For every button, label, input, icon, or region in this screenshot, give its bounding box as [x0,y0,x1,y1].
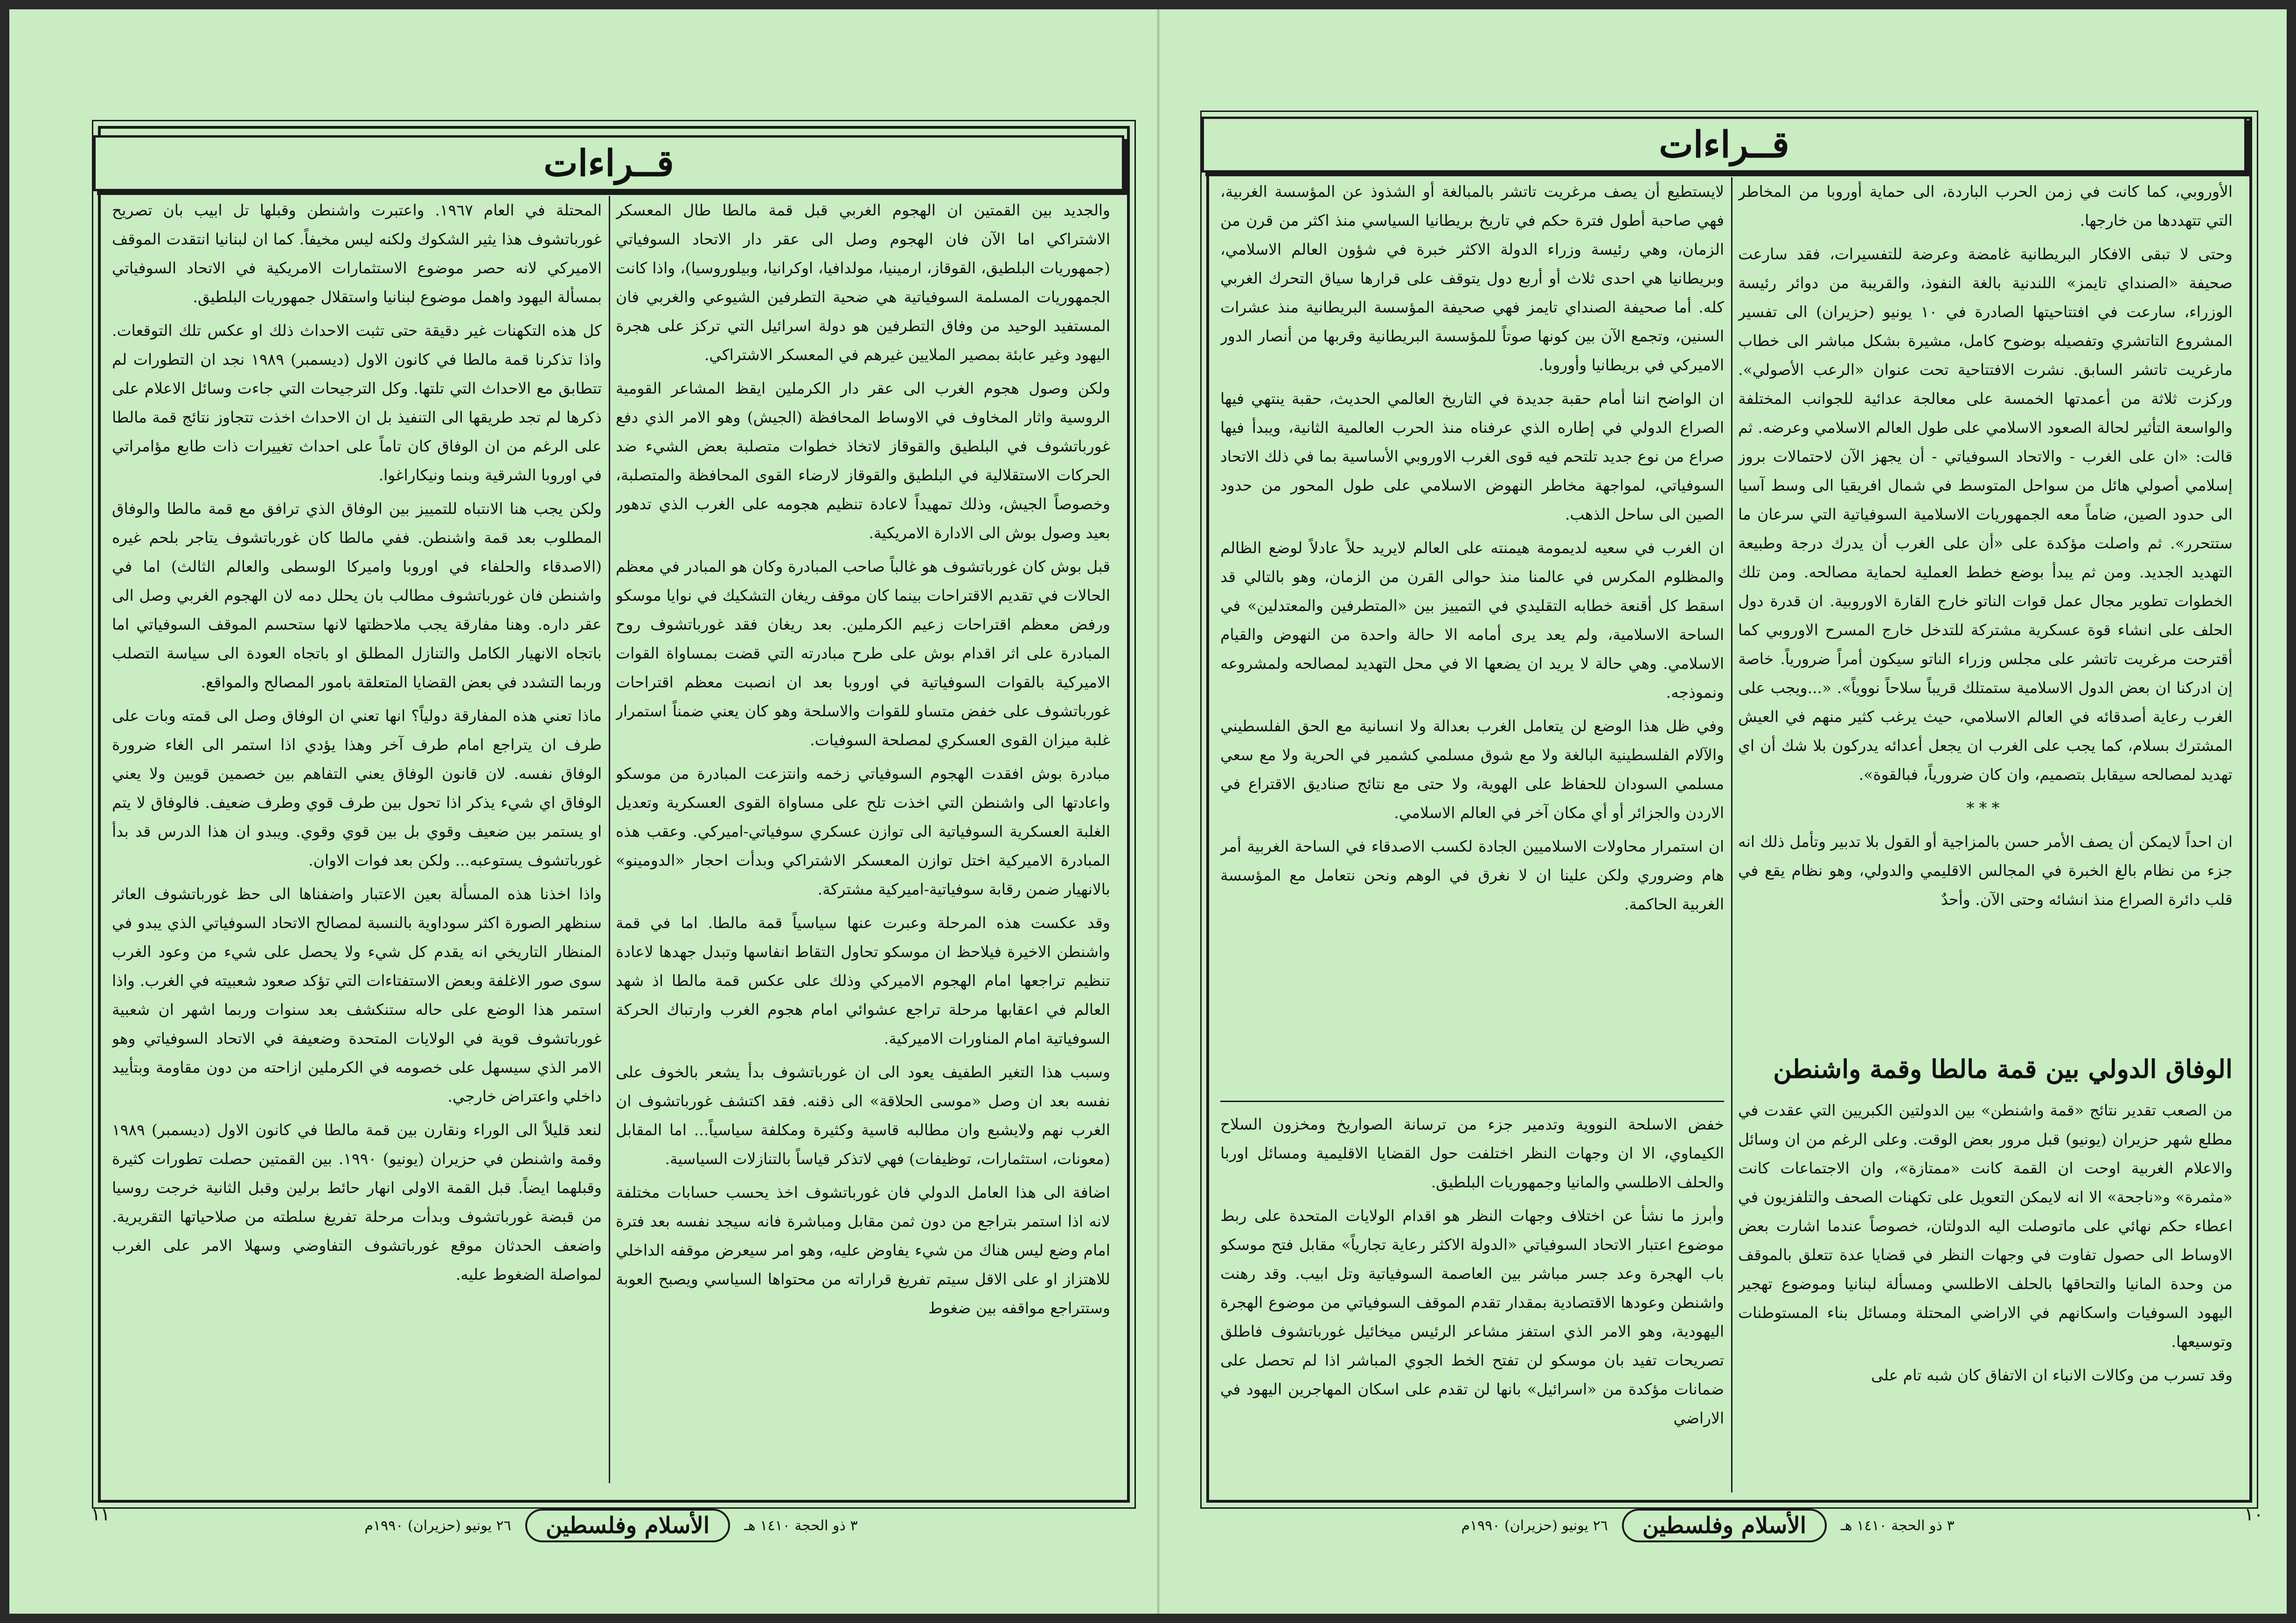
article-body-left [1220,1110,1724,1483]
paragraph: ولكن وصول هجوم الغرب الى عقر دار الكرملين ايقظ المشاعر القومية الروسية واثار المخاوف في الاوساط المحافظة (الجيش) وهو الامر الذي دفع غورباتشوف في البلطيق والقوقاز لاتخاذ خطوات متصلبة بعض الشيء ضد الحركات الاستقلالية في البلطيق والقوقاز لارضاء القوى المحافظة والمتصلبة، وخصوصاً الجيش، وذلك تمهيداً لاعادة تنظيم هجومه على الغرب الذي تدهور بعيد وصول بوش الى الادارة الامريكية. [616,379,1110,542]
paragraph: كل هذه التكهنات غير دقيقة حتى تثبت الاحداث ذلك او عكس تلك التوقعات. واذا تذكرنا قمة مالطا في كانون الاول (ديسمبر) ١٩٨٩ نجد ان التطورات لم تتطابق مع الاحداث التي تلتها. وكل الترجيحات التي جاءت وسائل الاعلام على ذكرها لم تجد طريقها الى التنفيذ بل ان الاحداث اخذت تتجاوز نتائج قمة مالطا على الرغم من ان الوفاق كان تاماً على احداث تغييرات ذات طابع مؤامراتي في اوروبا الشرقية وبنما ونيكاراغوا. [112,321,602,484]
article-column-right [1738,177,2233,1040]
page-right [1160,9,2287,1614]
paragraph: وقد عكست هذه المرحلة وعبرت عنها سياسياً قمة مالطا. اما في قمة واشنطن الاخيرة فيلاحظ ان موسكو تحاول التقاط انفاسها وتبدل جهدها لاعادة تنظيم تراجعها امام الهجوم الاميركي وذلك على عكس قمة مالطا اذ شهد العالم في اعقابها مرحلة تراجع عشوائي امام هجوم الغرب وارتباك الحركة السوفياتية امام المناورات الاميركية. [616,914,1110,1047]
paragraph: ان الغرب في سعيه لديمومة هيمنته على العالم لايريد حلاً عادلاً لوضع الظالم والمظلوم المكرس في عالمنا منذ حوالى القرن من الزمان، وهو بالتالي قد اسقط كل أقنعة خطابه التقليدي في التمييز بين «المتطرفين والمعتدلين» في الساحة الاسلامية، ولم يعد يرى أمامه الا حالة واحدة من النهوض والقيام الاسلامي. وهي حالة لا يريد ان يضعها الا في محل التهديد لمصالحه ولمشروعه ونموذجه. [1220,539,1724,701]
paragraph: ماذا تعني هذه المفارقة دولياً؟ انها تعني ان الوفاق وصل الى قمته وبات على طرف ان يتراجع امام طرف آخر وهذا يؤدي اذا استمر الى الغاء ضرورة الوفاق نفسه. لان قانون الوفاق يعني التفاهم بين خصمين قويين ولا يعني الوفاق اي شيء يذكر اذا تحول بين طرف قوي وطرف ضعيف. فالوفاق لا يتم او يستمر بين ضعيف وقوي بل بين قوي وقوي. ويبدو ان هذا الدرس قد بدأ غورباتشوف يستوعبه... ولكن بعد فوات الاوان. [112,707,602,869]
footer-date-hijri: ٣ ذو الحجة ١٤١٠ هـ [1841,1517,1955,1534]
paragraph: ولكن يجب هنا الانتباه للتمييز بين الوفاق الذي ترافق مع قمة مالطا والوفاق المطلوب بعد قمة واشنطن. ففي مالطا كان غورباتشوف يتاجر بلحم غيره (الاصدقاء والحلفاء في اوروبا واميركا الوسطى والعالم الثالث) اما في واشنطن فان غورباتشوف مطالب بان يحلل دمه لان الهجوم الغربي وصل الى عقر داره. وهنا مفارقة يجب ملاحظتها لانها ستحسم الموقف السوفياتي اما باتجاه الانهيار الكامل والتنازل المطلق او باتجاه العودة الى سياسة التصلب وربما التشدد في بعض القضايا المتعلقة بامور المصالح والمواقع. [112,499,602,691]
section-title: قــراءات [1659,123,1789,166]
page-footer [308,1509,914,1542]
paragraph: من الصعب تقدير نتائج «قمة واشنطن» بين الدولتين الكبريين التي عقدت في مطلع شهر حزيران (يونيو) قبل مرور بعض الوقت. وعلى الرغم من ان وسائل والاعلام الغربية اوحت ان القمة كانت «ممتازة»، وان الاجتماعات كانت «مثمرة» و«ناجحة» الا انه لايمكن التعويل على تكهنات الصحف والتلفزيون في اعطاء حكم نهائي على ماتوصلت اليه الدولتان، خصوصاً عندما اشارت بعض الاوساط الى حصول تفاوت في وجهات النظر في قضايا عدة تتعلق بالموقف من وحدة المانيا والتحاقها بالحلف الاطلسي ومسألة لبنانيا وموضوع تهجير اليهود السوفيات واسكانهم في الاراضي المحتلة ومسائل بناء المستوطنات وتوسيعها. [1738,1101,2233,1351]
footer-masthead: الأسلام وفلسطين [1622,1509,1827,1542]
page-number: ١٠ [2244,1504,2263,1525]
footer-date-hijri: ٣ ذو الحجة ١٤١٠ هـ [744,1517,858,1534]
paragraph: الأوروبي، كما كانت في زمن الحرب الباردة، الى حماية أوروبا من المخاطر التي تتهددها من خارجها. [1738,182,2233,229]
paragraph: وأبرز ما نشأ عن اختلاف وجهات النظر هو اقدام الولايات المتحدة على ربط موضوع اعتبار الاتحاد السوفياتي «الدولة الاكثر رعاية تجارياً» مقابل فتح موسكو باب الهجرة وعد جسر مباشر بين العاصمة السوفياتية وتل ابيب. وقد رهنت واشنطن وعودها الاقتصادية بمقدار تقدم الموقف السوفياتي من موضوع الهجرة اليهودية، وهو الامر الذي استفز مشاعر الرئيس ميخائيل غورباتشوف فاطلق تصريحات تفيد بان موسكو لن تفتح الخط الجوي المباشر اذا لم تحصل على ضمانات مؤكدة من «اسرائيل» بانها لن تقدم على اسكان المهاجرين اليهود في الاراضي [1220,1207,1724,1427]
paragraph: المحتلة في العام ١٩٦٧. واعتبرت واشنطن وقبلها تل ابيب بان تصريح غورباتشوف هذا يثير الشكوك ولكنه ليس مخيفاً. كما ان لبنانيا انتقدت الموقف الاميركي لانه حصر موضوع الاستثمارات الامريكية في الاتحاد السوفياتي بمسألة اليهود واهمل موضوع لبنانيا واستقلال جمهوريات البلطيق. [112,201,602,306]
footer-date-gregorian: ٢٦ يونيو (حزيران) ١٩٩٠م [364,1517,511,1534]
paragraph: مبادرة بوش افقدت الهجوم السوفياتي زخمه وانتزعت المبادرة من موسكو واعادتها الى واشنطن التي اخذت تلح على مساواة القوى العسكرية وتعديل الغلبة العسكرية السوفياتية الى توازن عسكري سوفياتي-اميركي. وعقب هذه المبادرة الاميركية اختل توازن المعسكر الاشتراكي وبدأت احجار «الدومينو» بالانهيار ضمن رقابة سوفياتية-اميركية مشتركة. [616,764,1110,898]
paragraph: والجديد بين القمتين ان الهجوم الغربي قبل قمة مالطا طال المعسكر الاشتراكي اما الآن فان الهجوم وصل الى عقر دار الاتحاد السوفياتي (جمهوريات البلطيق، القوقاز، ارمينيا، مولدافيا، اوكرانيا، وبيلوروسيا)، واذا كانت الجمهوريات المسلمة السوفياتية هي ضحية التطرفين الشيوعي والغربي فان المستفيد الوحيد من وفاق التطرفين هو دولة اسرائيل التي تركز على هجرة اليهود وغير عابئة بمصير الملايين غيرهم في المعسكر الاشتراكي. [616,201,1110,364]
paragraph: ان احداً لايمكن أن يصف الأمر حسن بالمزاجية أو القول بلا تدبير وتأمل ذلك انه جزء من نظام بالغ الخبرة في المجالس الاقليمي والدولي، وهو نظام يقع في قلب دائرة الصراع منذ انشائه وحتى الآن. وأحدٌ [1738,832,2233,909]
paragraph: خفض الاسلحة النووية وتدمير جزء من ترسانة الصواريخ ومخزون السلاح الكيماوي، الا ان وجهات النظر اختلفت حول القضايا الاقليمية ومسائل اوربا والحلف الاطلسي والمانيا وجمهوريات البلطيق. [1220,1115,1724,1191]
paragraph: اضافة الى هذا العامل الدولي فان غورباتشوف اخذ يحسب حسابات مختلفة لانه اذا استمر بتراجع من دون ثمن مقابل ومباشرة فانه سيجد نفسه بعد فترة امام وضع ليس هناك من شيء يفاوض عليه، وهو امر سيعرض موقفه الداخلي للاهتزاز او على الاقل سيتم تفريغ قراراته من محتواها السياسي ويصبح العوبة وستتراجع مواقفه بين ضغوط [616,1183,1110,1317]
page-left [9,9,1157,1614]
footer-masthead: الأسلام وفلسطين [525,1509,730,1542]
magazine-spread [9,9,2287,1614]
column-divider [609,196,610,1483]
page-number: ١١ [91,1504,110,1525]
column-divider [1731,177,1732,1492]
article-body-right [1738,1096,2233,1483]
paragraph: وفي ظل هذا الوضع لن يتعامل الغرب بعدالة ولا انسانية مع الحق الفلسطيني والآلام الفلسطينية البالغة ولا مع شوق مسلمي كشمير في الحرية ولا مع سعي مسلمي السودان للحفاظ على الهوية، ولا حتى مع نتائج صناديق الاقتراع في الاردن والجزائر أو أي مكان آخر في العالم الاسلامي. [1220,717,1724,822]
paragraph: واذا اخذنا هذه المسألة بعين الاعتبار واضفناها الى حظ غورباتشوف العاثر سنظهر الصورة اكثر سوداوية بالنسبة لمصالح الاتحاد السوفياتي الذي يبدو في المنظار التاريخي انه يقدم كل شيء ولا يحصل على شيء من وعود الغرب سوى صور الاغلفة وبعض الاستفتاءات التي تؤكد صعود شعبيته في الغرب. واذا استمر هذا الوضع على حاله ستنكشف بعد سنوات وربما اشهر ان شعبية غورباتشوف قوية في الولايات المتحدة وضعيفة في الاتحاد السوفياتي وهو الامر الذي سيسهل على خصومه في الكرملين ازاحته من دون مقاومة وبتأييد داخلي واعتراض خارجي. [112,885,602,1105]
article-column-right [616,196,1110,1483]
paragraph: وقد تسرب من وكالات الانباء ان الاتفاق كان شبه تام على [1871,1366,2233,1384]
section-separator: *** [1966,799,2004,818]
paragraph: وحتى لا تبقى الافكار البريطانية غامضة وعرضة للتفسيرات، فقد سارعت صحيفة «الصنداي تايمز» اللندنية بالغة النفوذ، والقريبة من دوائر رئيسة الوزراء، سارعت في افتتاحيتها الصادرة في ١٠ يونيو (حزيران) الى تفسير المشروع التاتشري وتفصيله بوضوح كامل، مشيرة بشكل مباشر الى خطاب مارغريت تاتشر السابق. نشرت الافتتاحية تحت عنوان «الرعب الأصولي». وركزت ثلاثة من أعمدتها الخمسة على معالجة عدائية للجوانب المختلفة والواسعة التأثير لحالة الصعود الاسلامي على طول العالم الاسلامي وعرضه. ثم قالت: «ان على الغرب - والاتحاد السوفياتي - أن يجهز الآن لاحتمالات بروز إسلامي أصولي هائل من سواحل المتوسط في شمال افريقيا الى وسط آسيا الى حدود الصين، ضاماً معه الجمهوريات الاسلامية السوفياتية التي سرعان ما ستتحرر». ثم واصلت مؤكدة على «أن على الغرب أن يدرك درجة وطبيعة التهديد الجديد. ومن ثم يبدأ بوضع خطط العملية لحماية مصالحه. ومن تلك الخطوات تطوير مجال عمل قوات الناتو خارج القارة الاوروبية. ان قدرة دول الحلف على انشاء قوة عسكرية مشتركة للتدخل خارج المسرح الاوروبي كما أقترحت مرغريت تاتشر على مجلس وزراء الناتو سيكون أمراً ضرورياً. خاصة إن ادركنا ان بعض الدول الاسلامية ستمتلك قريباً سلاحاً نووياً». «...ويجب على الغرب رعاية أصدقائه في العالم الاسلامي، حيث يرغب كثير منهم في العيش المشترك بسلام، كما يجب على الغرب ان يجعل أعدائه يدركون بلا شك أن اي تهديد لمصالحه سيقابل بتصميم، وان كان ضرورياً، فبالقوة». [1738,245,2233,784]
paragraph: وسبب هذا التغير الطفيف يعود الى ان غورباتشوف بدأ يشعر بالخوف على نفسه بعد ان وصل «موسى الحلاقة» الى ذقنه. فقد اكتشف غورباتشوف ان الغرب نهم ولايشبع وان مطالبه قاسية وكثيرة ومكلفة سياسياً... اما المقابل (معونات، استثمارات، توظيفات) فهي لاتذكر قياساً بالتنازلات السياسية. [616,1063,1110,1168]
section-header [1202,117,2247,173]
paragraph: لنعد قليلاً الى الوراء ونقارن بين قمة مالطا في كانون الاول (ديسمبر) ١٩٨٩ وقمة واشنطن في حزيران (يونيو) ١٩٩٠. بين القمتين حصلت تطورات كثيرة وقبلهما ايضاً. قبل القمة الاولى انهار حائط برلين وقبل الثانية خرجت روسيا من قبضة غورباتشوف وبدأت مرحلة تفريغ سلطته من صلاحياتها التقريرية. واضعف الحدثان موقع غورباتشوف التفاوضي وسهلا الامر على الغرب لمواصلة الضغوط عليه. [112,1121,602,1283]
paragraph: لايستطيع أن يصف مرغريت تاتشر بالمبالغة أو الشذوذ عن المؤسسة الغربية، فهي صاحبة أطول فترة حكم في تاريخ بريطانيا السياسي منذ اكثر من قرن من الزمان، وهي رئيسة وزراء الدولة الاكثر خبرة في شؤون العالم الاسلامي، وبريطانيا هي احدى ثلاث أو أربع دول يتوقف على قرارها سياق التحرك الغربي كله. أما صحيفة الصنداي تايمز فهي صحيفة المؤسسة البريطانية منذ عشرات السنين، وتجمع الآن بين كونها صوتاً للمؤسسة البريطانية وقربها من أنصار الدور الاميركي في بريطانيا وأوروبا. [1220,182,1724,374]
footer-date-gregorian: ٢٦ يونيو (حزيران) ١٩٩٠م [1461,1517,1608,1534]
paragraph: ان الواضح اننا أمام حقبة جديدة في التاريخ العالمي الحديث، حقبة ينتهي فيها الصراع الدولي في إطاره الذي عرفناه منذ الحرب العالمية الثانية، ويبدأ فيها صراع من نوع جديد تلتحم فيه قوى الغرب الاوروبي الأساسية بما في ذلك الاتحاد السوفياتي، لمواجهة مخاطر النهوض الاسلامي على طول المحور من حدود الصين الى ساحل الذهب. [1220,389,1724,523]
section-title: قــراءات [543,142,674,185]
article-column-left [1220,177,1724,1063]
paragraph: ان استمرار محاولات الاسلاميين الجادة لكسب الاصدقاء في الساحة الغربية أمر هام وضروري ولكن علينا ان لا نغرق في الوهم ونحن نتعامل مع المؤسسة الغربية الحاكمة. [1220,837,1724,913]
paragraph: قبل بوش كان غورباتشوف هو غالباً صاحب المبادرة وكان هو المبادر في معظم الحالات في تقديم الاقتراحات بينما كان موقف ريغان التشكيك في نوايا موسكو ورفض معظم اقتراحات زعيم الكرملين. بعد ريغان فقد غورباتشوف روح المبادرة على اثر اقدام بوش على طرح مبادرته التي قضت بمساواة القوات الاميركية بالقوات السوفياتية في اوروبا بعد ان انصبت معظم اقتراحات غورباتشوف على خفض متساو للقوات والاسلحة وهو كان يعني ضمناً استمرار غلبة ميزان القوى العسكري لمصلحة السوفيات. [616,557,1110,749]
article-column-left [112,196,602,1483]
section-divider [1220,1101,1724,1102]
article-headline: الوفاق الدولي بين قمة مالطا وقمة واشنطن [1773,1054,2233,1084]
section-header [93,135,1124,191]
page-footer [1393,1509,2023,1542]
